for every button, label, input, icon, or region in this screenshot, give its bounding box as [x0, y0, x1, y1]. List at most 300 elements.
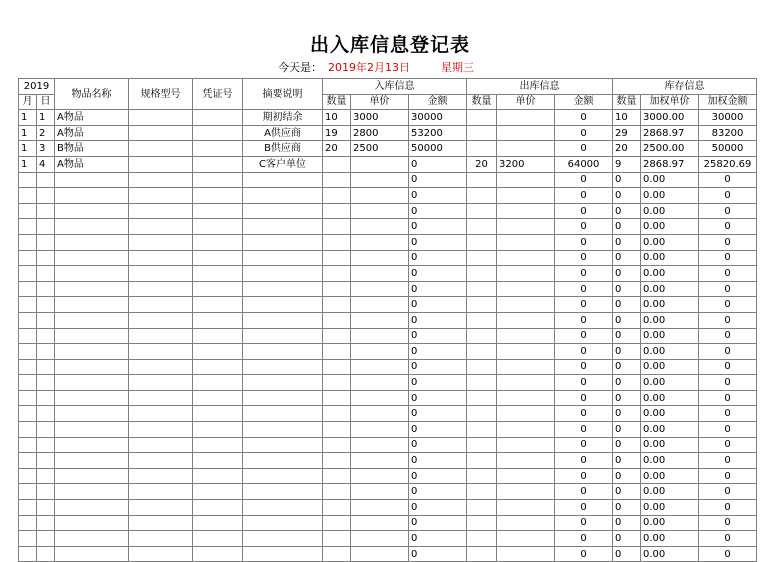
stock-qty-cell[interactable]: 0: [613, 500, 641, 516]
out-qty-cell[interactable]: [467, 328, 497, 344]
spec-cell[interactable]: [129, 172, 193, 188]
out-amount-cell[interactable]: 0: [555, 468, 613, 484]
item-name-cell[interactable]: [55, 250, 129, 266]
in-qty-cell[interactable]: 20: [323, 141, 351, 157]
stock-price-cell[interactable]: 0.00: [641, 390, 699, 406]
month-cell[interactable]: [19, 546, 37, 562]
spec-cell[interactable]: [129, 281, 193, 297]
stock-amount-cell[interactable]: 0: [699, 297, 757, 313]
in-qty-cell[interactable]: [323, 312, 351, 328]
stock-amount-cell[interactable]: 0: [699, 515, 757, 531]
stock-amount-cell[interactable]: 0: [699, 453, 757, 469]
stock-price-cell[interactable]: 0.00: [641, 500, 699, 516]
in-amount-cell[interactable]: 0: [409, 453, 467, 469]
month-cell[interactable]: [19, 234, 37, 250]
out-price-cell[interactable]: [497, 437, 555, 453]
item-name-cell[interactable]: [55, 297, 129, 313]
in-amount-cell[interactable]: 0: [409, 312, 467, 328]
out-price-cell[interactable]: [497, 188, 555, 204]
day-cell[interactable]: [37, 484, 55, 500]
stock-price-cell[interactable]: 0.00: [641, 312, 699, 328]
in-amount-cell[interactable]: 0: [409, 390, 467, 406]
month-cell[interactable]: [19, 266, 37, 282]
day-cell[interactable]: 3: [37, 141, 55, 157]
in-amount-cell[interactable]: 0: [409, 234, 467, 250]
in-amount-cell[interactable]: 0: [409, 375, 467, 391]
summary-cell[interactable]: [243, 406, 323, 422]
month-cell[interactable]: [19, 484, 37, 500]
out-qty-cell[interactable]: [467, 546, 497, 562]
stock-qty-cell[interactable]: 0: [613, 344, 641, 360]
day-cell[interactable]: [37, 344, 55, 360]
stock-amount-cell[interactable]: 0: [699, 484, 757, 500]
voucher-cell[interactable]: [193, 125, 243, 141]
out-amount-cell[interactable]: 0: [555, 546, 613, 562]
stock-price-cell[interactable]: 0.00: [641, 234, 699, 250]
day-cell[interactable]: [37, 188, 55, 204]
voucher-cell[interactable]: [193, 110, 243, 126]
out-qty-cell[interactable]: [467, 531, 497, 547]
stock-price-cell[interactable]: 0.00: [641, 484, 699, 500]
summary-cell[interactable]: [243, 531, 323, 547]
out-amount-cell[interactable]: 0: [555, 141, 613, 157]
stock-qty-cell[interactable]: 0: [613, 219, 641, 235]
in-qty-cell[interactable]: [323, 484, 351, 500]
stock-price-cell[interactable]: 0.00: [641, 297, 699, 313]
in-amount-cell[interactable]: 0: [409, 359, 467, 375]
stock-amount-cell[interactable]: 50000: [699, 141, 757, 157]
in-price-cell[interactable]: [351, 453, 409, 469]
in-price-cell[interactable]: 3000: [351, 110, 409, 126]
in-price-cell[interactable]: [351, 188, 409, 204]
in-price-cell[interactable]: [351, 172, 409, 188]
stock-price-cell[interactable]: 0.00: [641, 328, 699, 344]
stock-qty-cell[interactable]: 0: [613, 484, 641, 500]
out-amount-cell[interactable]: 0: [555, 359, 613, 375]
in-qty-cell[interactable]: [323, 515, 351, 531]
in-qty-cell[interactable]: [323, 219, 351, 235]
in-price-cell[interactable]: [351, 344, 409, 360]
day-cell[interactable]: [37, 390, 55, 406]
out-qty-cell[interactable]: [467, 484, 497, 500]
summary-cell[interactable]: [243, 390, 323, 406]
item-name-cell[interactable]: [55, 219, 129, 235]
stock-qty-cell[interactable]: 0: [613, 359, 641, 375]
item-name-cell[interactable]: [55, 344, 129, 360]
summary-cell[interactable]: A供应商: [243, 125, 323, 141]
out-amount-cell[interactable]: 0: [555, 281, 613, 297]
in-price-cell[interactable]: [351, 250, 409, 266]
summary-cell[interactable]: C客户单位: [243, 156, 323, 172]
in-qty-cell[interactable]: [323, 468, 351, 484]
month-cell[interactable]: [19, 468, 37, 484]
in-price-cell[interactable]: [351, 312, 409, 328]
stock-amount-cell[interactable]: 0: [699, 234, 757, 250]
month-cell[interactable]: [19, 328, 37, 344]
out-qty-cell[interactable]: [467, 281, 497, 297]
spec-cell[interactable]: [129, 437, 193, 453]
voucher-cell[interactable]: [193, 188, 243, 204]
day-cell[interactable]: [37, 234, 55, 250]
day-cell[interactable]: [37, 546, 55, 562]
in-qty-cell[interactable]: [323, 406, 351, 422]
spec-cell[interactable]: [129, 453, 193, 469]
voucher-cell[interactable]: [193, 156, 243, 172]
spec-cell[interactable]: [129, 328, 193, 344]
out-qty-cell[interactable]: [467, 344, 497, 360]
in-amount-cell[interactable]: 53200: [409, 125, 467, 141]
voucher-cell[interactable]: [193, 234, 243, 250]
out-qty-cell[interactable]: [467, 250, 497, 266]
day-cell[interactable]: [37, 281, 55, 297]
summary-cell[interactable]: [243, 234, 323, 250]
spec-cell[interactable]: [129, 141, 193, 157]
out-price-cell[interactable]: [497, 172, 555, 188]
out-qty-cell[interactable]: [467, 375, 497, 391]
out-qty-cell[interactable]: [467, 359, 497, 375]
in-amount-cell[interactable]: 0: [409, 531, 467, 547]
in-amount-cell[interactable]: 0: [409, 484, 467, 500]
out-price-cell[interactable]: [497, 484, 555, 500]
month-cell[interactable]: [19, 297, 37, 313]
stock-amount-cell[interactable]: 0: [699, 250, 757, 266]
voucher-cell[interactable]: [193, 172, 243, 188]
item-name-cell[interactable]: [55, 453, 129, 469]
stock-amount-cell[interactable]: 0: [699, 219, 757, 235]
in-qty-cell[interactable]: [323, 500, 351, 516]
stock-amount-cell[interactable]: 0: [699, 422, 757, 438]
spec-cell[interactable]: [129, 484, 193, 500]
summary-cell[interactable]: [243, 359, 323, 375]
voucher-cell[interactable]: [193, 500, 243, 516]
item-name-cell[interactable]: [55, 500, 129, 516]
item-name-cell[interactable]: B物品: [55, 141, 129, 157]
out-price-cell[interactable]: [497, 281, 555, 297]
out-price-cell[interactable]: [497, 125, 555, 141]
item-name-cell[interactable]: [55, 234, 129, 250]
in-qty-cell[interactable]: [323, 281, 351, 297]
in-amount-cell[interactable]: 0: [409, 203, 467, 219]
in-price-cell[interactable]: [351, 281, 409, 297]
stock-qty-cell[interactable]: 10: [613, 110, 641, 126]
item-name-cell[interactable]: [55, 406, 129, 422]
stock-price-cell[interactable]: 0.00: [641, 437, 699, 453]
stock-amount-cell[interactable]: 30000: [699, 110, 757, 126]
stock-qty-cell[interactable]: 0: [613, 281, 641, 297]
stock-qty-cell[interactable]: 0: [613, 266, 641, 282]
stock-qty-cell[interactable]: 0: [613, 188, 641, 204]
out-qty-cell[interactable]: [467, 188, 497, 204]
out-amount-cell[interactable]: 0: [555, 188, 613, 204]
out-price-cell[interactable]: [497, 390, 555, 406]
in-price-cell[interactable]: 2800: [351, 125, 409, 141]
in-qty-cell[interactable]: [323, 297, 351, 313]
month-cell[interactable]: [19, 250, 37, 266]
out-price-cell[interactable]: [497, 468, 555, 484]
summary-cell[interactable]: [243, 453, 323, 469]
in-amount-cell[interactable]: 0: [409, 546, 467, 562]
out-amount-cell[interactable]: 0: [555, 453, 613, 469]
out-amount-cell[interactable]: 0: [555, 110, 613, 126]
spec-cell[interactable]: [129, 156, 193, 172]
out-amount-cell[interactable]: 0: [555, 531, 613, 547]
stock-qty-cell[interactable]: 0: [613, 422, 641, 438]
in-qty-cell[interactable]: [323, 437, 351, 453]
summary-cell[interactable]: [243, 375, 323, 391]
out-qty-cell[interactable]: 20: [467, 156, 497, 172]
day-cell[interactable]: [37, 266, 55, 282]
in-qty-cell[interactable]: [323, 188, 351, 204]
in-amount-cell[interactable]: 0: [409, 281, 467, 297]
out-price-cell[interactable]: [497, 297, 555, 313]
item-name-cell[interactable]: [55, 437, 129, 453]
out-qty-cell[interactable]: [467, 234, 497, 250]
out-amount-cell[interactable]: 0: [555, 328, 613, 344]
stock-amount-cell[interactable]: 0: [699, 546, 757, 562]
stock-price-cell[interactable]: 0.00: [641, 281, 699, 297]
summary-cell[interactable]: [243, 484, 323, 500]
summary-cell[interactable]: [243, 281, 323, 297]
stock-amount-cell[interactable]: 83200: [699, 125, 757, 141]
out-qty-cell[interactable]: [467, 500, 497, 516]
spec-cell[interactable]: [129, 406, 193, 422]
in-qty-cell[interactable]: [323, 172, 351, 188]
summary-cell[interactable]: [243, 468, 323, 484]
out-qty-cell[interactable]: [467, 219, 497, 235]
out-amount-cell[interactable]: 0: [555, 390, 613, 406]
in-price-cell[interactable]: [351, 375, 409, 391]
in-amount-cell[interactable]: 0: [409, 266, 467, 282]
month-cell[interactable]: [19, 188, 37, 204]
in-qty-cell[interactable]: [323, 344, 351, 360]
in-qty-cell[interactable]: [323, 250, 351, 266]
out-price-cell[interactable]: [497, 453, 555, 469]
in-amount-cell[interactable]: 0: [409, 328, 467, 344]
stock-price-cell[interactable]: 0.00: [641, 359, 699, 375]
out-qty-cell[interactable]: [467, 422, 497, 438]
stock-price-cell[interactable]: 0.00: [641, 375, 699, 391]
in-amount-cell[interactable]: 0: [409, 422, 467, 438]
in-amount-cell[interactable]: 0: [409, 515, 467, 531]
stock-qty-cell[interactable]: 0: [613, 515, 641, 531]
out-price-cell[interactable]: [497, 375, 555, 391]
out-price-cell[interactable]: [497, 422, 555, 438]
summary-cell[interactable]: [243, 250, 323, 266]
stock-price-cell[interactable]: 0.00: [641, 546, 699, 562]
summary-cell[interactable]: [243, 312, 323, 328]
item-name-cell[interactable]: [55, 468, 129, 484]
stock-amount-cell[interactable]: 0: [699, 468, 757, 484]
in-price-cell[interactable]: [351, 500, 409, 516]
out-qty-cell[interactable]: [467, 203, 497, 219]
stock-amount-cell[interactable]: 0: [699, 390, 757, 406]
stock-price-cell[interactable]: 0.00: [641, 406, 699, 422]
spec-cell[interactable]: [129, 188, 193, 204]
out-amount-cell[interactable]: 0: [555, 234, 613, 250]
in-price-cell[interactable]: [351, 359, 409, 375]
stock-qty-cell[interactable]: 0: [613, 250, 641, 266]
day-cell[interactable]: [37, 297, 55, 313]
in-qty-cell[interactable]: [323, 359, 351, 375]
in-price-cell[interactable]: [351, 546, 409, 562]
day-cell[interactable]: 4: [37, 156, 55, 172]
stock-price-cell[interactable]: 0.00: [641, 453, 699, 469]
out-amount-cell[interactable]: 0: [555, 437, 613, 453]
voucher-cell[interactable]: [193, 344, 243, 360]
in-qty-cell[interactable]: [323, 375, 351, 391]
item-name-cell[interactable]: [55, 390, 129, 406]
summary-cell[interactable]: [243, 172, 323, 188]
day-cell[interactable]: [37, 250, 55, 266]
spec-cell[interactable]: [129, 344, 193, 360]
summary-cell[interactable]: [243, 546, 323, 562]
in-price-cell[interactable]: [351, 422, 409, 438]
in-qty-cell[interactable]: [323, 156, 351, 172]
voucher-cell[interactable]: [193, 359, 243, 375]
in-amount-cell[interactable]: 0: [409, 468, 467, 484]
voucher-cell[interactable]: [193, 141, 243, 157]
stock-amount-cell[interactable]: 0: [699, 500, 757, 516]
stock-qty-cell[interactable]: 0: [613, 406, 641, 422]
item-name-cell[interactable]: [55, 172, 129, 188]
summary-cell[interactable]: [243, 515, 323, 531]
out-amount-cell[interactable]: 0: [555, 375, 613, 391]
in-price-cell[interactable]: [351, 484, 409, 500]
voucher-cell[interactable]: [193, 515, 243, 531]
in-amount-cell[interactable]: 0: [409, 219, 467, 235]
stock-amount-cell[interactable]: 0: [699, 375, 757, 391]
spec-cell[interactable]: [129, 312, 193, 328]
spec-cell[interactable]: [129, 422, 193, 438]
stock-qty-cell[interactable]: 0: [613, 453, 641, 469]
out-price-cell[interactable]: [497, 266, 555, 282]
out-amount-cell[interactable]: 0: [555, 172, 613, 188]
stock-qty-cell[interactable]: 0: [613, 203, 641, 219]
in-amount-cell[interactable]: 0: [409, 156, 467, 172]
item-name-cell[interactable]: [55, 484, 129, 500]
item-name-cell[interactable]: [55, 281, 129, 297]
in-amount-cell[interactable]: 0: [409, 406, 467, 422]
in-qty-cell[interactable]: 19: [323, 125, 351, 141]
out-amount-cell[interactable]: 0: [555, 266, 613, 282]
spec-cell[interactable]: [129, 219, 193, 235]
stock-qty-cell[interactable]: 0: [613, 531, 641, 547]
stock-price-cell[interactable]: 0.00: [641, 203, 699, 219]
out-price-cell[interactable]: [497, 312, 555, 328]
in-qty-cell[interactable]: [323, 234, 351, 250]
stock-amount-cell[interactable]: 0: [699, 344, 757, 360]
day-cell[interactable]: [37, 468, 55, 484]
item-name-cell[interactable]: [55, 359, 129, 375]
day-cell[interactable]: [37, 422, 55, 438]
stock-qty-cell[interactable]: 0: [613, 468, 641, 484]
out-amount-cell[interactable]: 0: [555, 484, 613, 500]
voucher-cell[interactable]: [193, 266, 243, 282]
stock-qty-cell[interactable]: 9: [613, 156, 641, 172]
in-price-cell[interactable]: [351, 156, 409, 172]
in-price-cell[interactable]: [351, 437, 409, 453]
out-price-cell[interactable]: [497, 110, 555, 126]
month-cell[interactable]: [19, 515, 37, 531]
out-price-cell[interactable]: [497, 531, 555, 547]
out-qty-cell[interactable]: [467, 141, 497, 157]
spec-cell[interactable]: [129, 531, 193, 547]
stock-qty-cell[interactable]: 0: [613, 546, 641, 562]
day-cell[interactable]: [37, 375, 55, 391]
voucher-cell[interactable]: [193, 390, 243, 406]
day-cell[interactable]: [37, 531, 55, 547]
in-qty-cell[interactable]: [323, 203, 351, 219]
summary-cell[interactable]: 期初结余: [243, 110, 323, 126]
out-amount-cell[interactable]: 0: [555, 344, 613, 360]
out-amount-cell[interactable]: 0: [555, 515, 613, 531]
item-name-cell[interactable]: A物品: [55, 125, 129, 141]
in-price-cell[interactable]: [351, 234, 409, 250]
stock-price-cell[interactable]: 3000.00: [641, 110, 699, 126]
month-cell[interactable]: [19, 453, 37, 469]
item-name-cell[interactable]: [55, 266, 129, 282]
in-qty-cell[interactable]: 10: [323, 110, 351, 126]
stock-qty-cell[interactable]: 0: [613, 390, 641, 406]
in-price-cell[interactable]: [351, 468, 409, 484]
day-cell[interactable]: [37, 406, 55, 422]
stock-qty-cell[interactable]: 20: [613, 141, 641, 157]
stock-price-cell[interactable]: 0.00: [641, 188, 699, 204]
stock-amount-cell[interactable]: 0: [699, 312, 757, 328]
summary-cell[interactable]: [243, 297, 323, 313]
month-cell[interactable]: [19, 375, 37, 391]
out-price-cell[interactable]: [497, 234, 555, 250]
spec-cell[interactable]: [129, 375, 193, 391]
month-cell[interactable]: 1: [19, 141, 37, 157]
stock-price-cell[interactable]: 2868.97: [641, 125, 699, 141]
voucher-cell[interactable]: [193, 281, 243, 297]
in-qty-cell[interactable]: [323, 422, 351, 438]
summary-cell[interactable]: [243, 266, 323, 282]
out-price-cell[interactable]: [497, 141, 555, 157]
month-cell[interactable]: [19, 312, 37, 328]
voucher-cell[interactable]: [193, 219, 243, 235]
out-qty-cell[interactable]: [467, 390, 497, 406]
summary-cell[interactable]: B供应商: [243, 141, 323, 157]
in-price-cell[interactable]: [351, 297, 409, 313]
spec-cell[interactable]: [129, 515, 193, 531]
out-amount-cell[interactable]: 0: [555, 219, 613, 235]
stock-price-cell[interactable]: 0.00: [641, 515, 699, 531]
out-qty-cell[interactable]: [467, 172, 497, 188]
voucher-cell[interactable]: [193, 203, 243, 219]
out-amount-cell[interactable]: 0: [555, 406, 613, 422]
in-price-cell[interactable]: [351, 515, 409, 531]
item-name-cell[interactable]: [55, 375, 129, 391]
in-amount-cell[interactable]: 50000: [409, 141, 467, 157]
in-amount-cell[interactable]: 0: [409, 500, 467, 516]
out-amount-cell[interactable]: 0: [555, 125, 613, 141]
out-price-cell[interactable]: 3200: [497, 156, 555, 172]
out-qty-cell[interactable]: [467, 453, 497, 469]
month-cell[interactable]: [19, 344, 37, 360]
out-amount-cell[interactable]: 0: [555, 500, 613, 516]
out-amount-cell[interactable]: 0: [555, 297, 613, 313]
spec-cell[interactable]: [129, 203, 193, 219]
stock-qty-cell[interactable]: 29: [613, 125, 641, 141]
month-cell[interactable]: 1: [19, 110, 37, 126]
day-cell[interactable]: [37, 328, 55, 344]
month-cell[interactable]: [19, 281, 37, 297]
stock-qty-cell[interactable]: 0: [613, 234, 641, 250]
voucher-cell[interactable]: [193, 453, 243, 469]
out-amount-cell[interactable]: 0: [555, 250, 613, 266]
